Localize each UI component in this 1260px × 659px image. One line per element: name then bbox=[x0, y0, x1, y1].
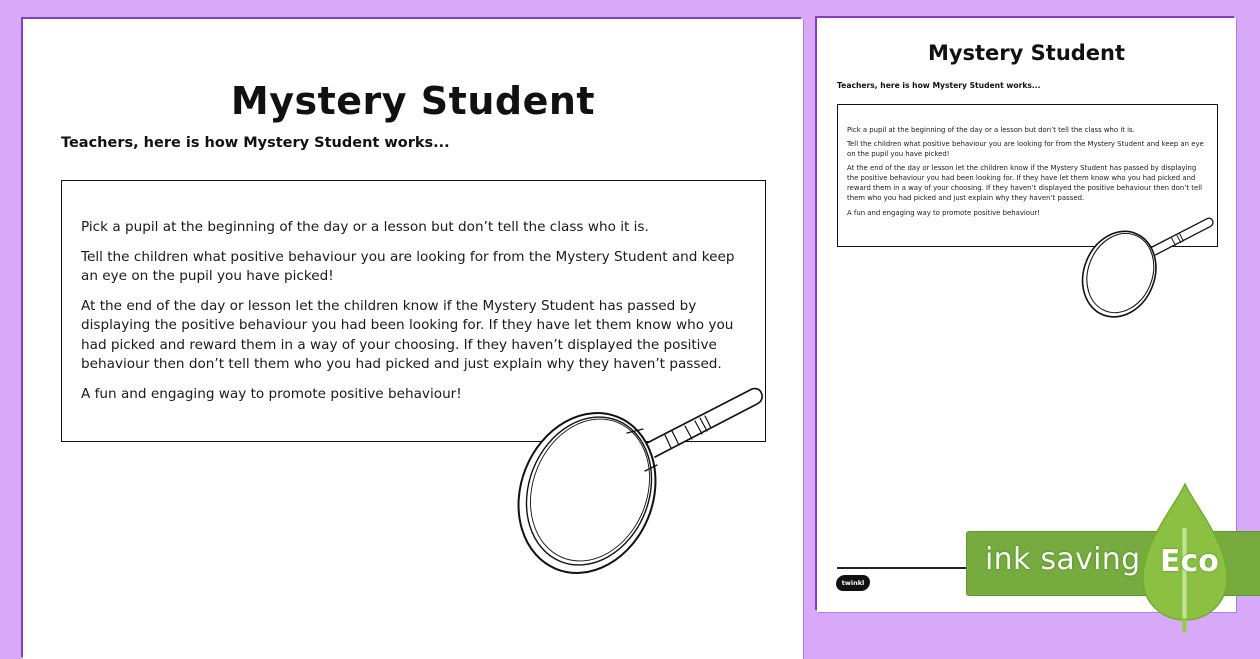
twinkl-logo: twinkl bbox=[836, 575, 870, 591]
page-title: Mystery Student bbox=[927, 41, 1126, 65]
instruction-paragraph: A fun and engaging way to promote positive behaviour! bbox=[847, 208, 1040, 217]
intro-text: Teachers, here is how Mystery Student works... bbox=[61, 135, 450, 151]
instruction-paragraph: Pick a pupil at the beginning of the day or a lesson but don’t tell the class who it is. bbox=[847, 126, 1135, 134]
eco-label: Eco bbox=[1160, 544, 1219, 579]
worksheet-page-large bbox=[23, 19, 803, 659]
instruction-paragraph: At the end of the day or lesson let the children know if the Mystery Student has passed by displaying the positive behaviour you had been looking for. If they have let them know who you had picked and reward them in a way of your choosing. If they haven’t displayed the positive behaviour then don’t tell them who you had picked and just explain why they haven’t passed. bbox=[847, 164, 1203, 203]
magnifying-glass-icon bbox=[497, 375, 777, 575]
instruction-paragraph: Tell the children what positive behaviour you are looking for from the Mystery Student and keep an eye on the pupil you have picked! bbox=[81, 248, 735, 284]
instruction-paragraph: At the end of the day or lesson let the children know if the Mystery Student has passed by displaying the positive behaviour you had been looking for. If they have let them know who you had picked and reward them in a way of your choosing. If they haven’t displayed the positive behaviour then don’t tell them who you had picked and just explain why they haven’t passed. bbox=[81, 297, 734, 372]
instruction-paragraph: Pick a pupil at the beginning of the day or a lesson but don’t tell the class who it is. bbox=[81, 219, 649, 235]
ink-saving-text: ink saving bbox=[985, 542, 1141, 577]
footer-divider bbox=[837, 567, 977, 569]
page-title: Mystery Student bbox=[230, 79, 596, 123]
intro-text: Teachers, here is how Mystery Student works... bbox=[837, 81, 1041, 90]
instruction-paragraph: A fun and engaging way to promote positive behaviour! bbox=[81, 385, 462, 402]
magnifying-glass-icon bbox=[1071, 211, 1221, 318]
instruction-paragraph: Tell the children what positive behaviour you are looking for from the Mystery Student and keep an eye on the pupil you have picked! bbox=[847, 140, 1204, 159]
